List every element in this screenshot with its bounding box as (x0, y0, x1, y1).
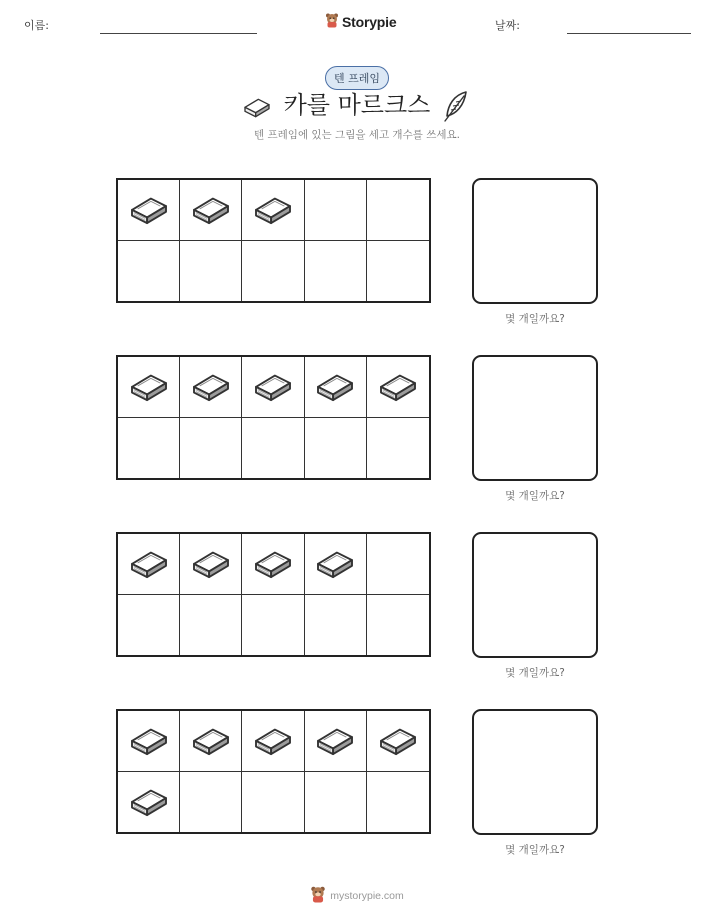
ten-frame-cell (242, 357, 304, 418)
ten-frame-cell (180, 180, 242, 241)
ten-frame-cell (367, 418, 429, 479)
book-icon (314, 722, 356, 760)
ten-frame-cell (118, 418, 180, 479)
count-question: 몇 개일까요? (505, 667, 565, 679)
book-icon (128, 545, 170, 583)
brand-name: Storypie (342, 14, 397, 30)
footer-url: mystorypie.com (330, 890, 404, 902)
ten-frame-cell (242, 772, 304, 833)
ten-frame-cell (367, 711, 429, 772)
ten-frame-cell (180, 772, 242, 833)
book-icon (190, 722, 232, 760)
ten-frame (116, 532, 431, 657)
ten-frame-cell (180, 711, 242, 772)
bear-mascot-icon (325, 12, 339, 32)
book-icon (190, 545, 232, 583)
ten-frame (116, 709, 431, 834)
ten-frame-cell (118, 357, 180, 418)
ten-frame-cell (180, 595, 242, 656)
book-icon (252, 191, 294, 229)
ten-frame-cell (118, 534, 180, 595)
ten-frame (116, 355, 431, 480)
book-icon (128, 191, 170, 229)
answer-box[interactable] (472, 532, 598, 658)
book-icon (377, 368, 419, 406)
ten-frame-cell (180, 418, 242, 479)
book-icon (377, 722, 419, 760)
feather-quill-icon (440, 89, 472, 127)
count-question: 몇 개일까요? (505, 313, 565, 325)
answer-box[interactable] (472, 178, 598, 304)
name-label: 이름: (24, 19, 49, 32)
book-icon (314, 545, 356, 583)
ten-frame-cell (305, 418, 367, 479)
ten-frame-cell (118, 180, 180, 241)
count-question: 몇 개일까요? (505, 844, 565, 856)
book-icon (190, 191, 232, 229)
ten-frame-cell (367, 534, 429, 595)
ten-frame (116, 178, 431, 303)
date-label: 날짜: (495, 19, 520, 32)
ten-frame-cell (305, 595, 367, 656)
book-icon (252, 545, 294, 583)
ten-frame-cell (118, 595, 180, 656)
ten-frame-cell (305, 180, 367, 241)
ten-frame-cell (367, 595, 429, 656)
page-title: 카를 마르크스 (283, 91, 431, 119)
book-icon (128, 368, 170, 406)
ten-frame-cell (367, 180, 429, 241)
ten-frame-cell (305, 772, 367, 833)
book-icon (252, 722, 294, 760)
ten-frame-cell (180, 357, 242, 418)
ten-frame-cell (242, 711, 304, 772)
book-icon (314, 368, 356, 406)
ten-frame-cell (305, 241, 367, 302)
ten-frame-cell (305, 711, 367, 772)
footer (0, 885, 714, 907)
ten-frame-cell (367, 772, 429, 833)
date-write-line[interactable] (567, 33, 691, 34)
count-question: 몇 개일까요? (505, 490, 565, 502)
answer-box[interactable] (472, 709, 598, 835)
book-icon (128, 783, 170, 821)
ten-frame-cell (242, 595, 304, 656)
ten-frame-cell (305, 534, 367, 595)
instruction-text: 텐 프레임에 있는 그림을 세고 개수를 쓰세요. (254, 129, 460, 141)
ten-frame-cell (118, 241, 180, 302)
bear-mascot-icon (310, 885, 326, 907)
ten-frame-cell (305, 357, 367, 418)
brand-logo (325, 12, 396, 32)
ten-frame-cell (118, 711, 180, 772)
ten-frame-cell (367, 241, 429, 302)
ten-frame-cell (180, 241, 242, 302)
book-icon (252, 368, 294, 406)
ten-frame-cell (180, 534, 242, 595)
book-icon (190, 368, 232, 406)
answer-box[interactable] (472, 355, 598, 481)
ten-frame-cell (242, 534, 304, 595)
ten-frame-cell (367, 357, 429, 418)
worksheet-type-tag: 텐 프레임 (325, 66, 389, 90)
ten-frame-cell (242, 241, 304, 302)
name-write-line[interactable] (100, 33, 257, 34)
ten-frame-cell (242, 418, 304, 479)
ten-frame-cell (118, 772, 180, 833)
ten-frame-cell (242, 180, 304, 241)
book-icon (242, 94, 272, 122)
book-icon (128, 722, 170, 760)
